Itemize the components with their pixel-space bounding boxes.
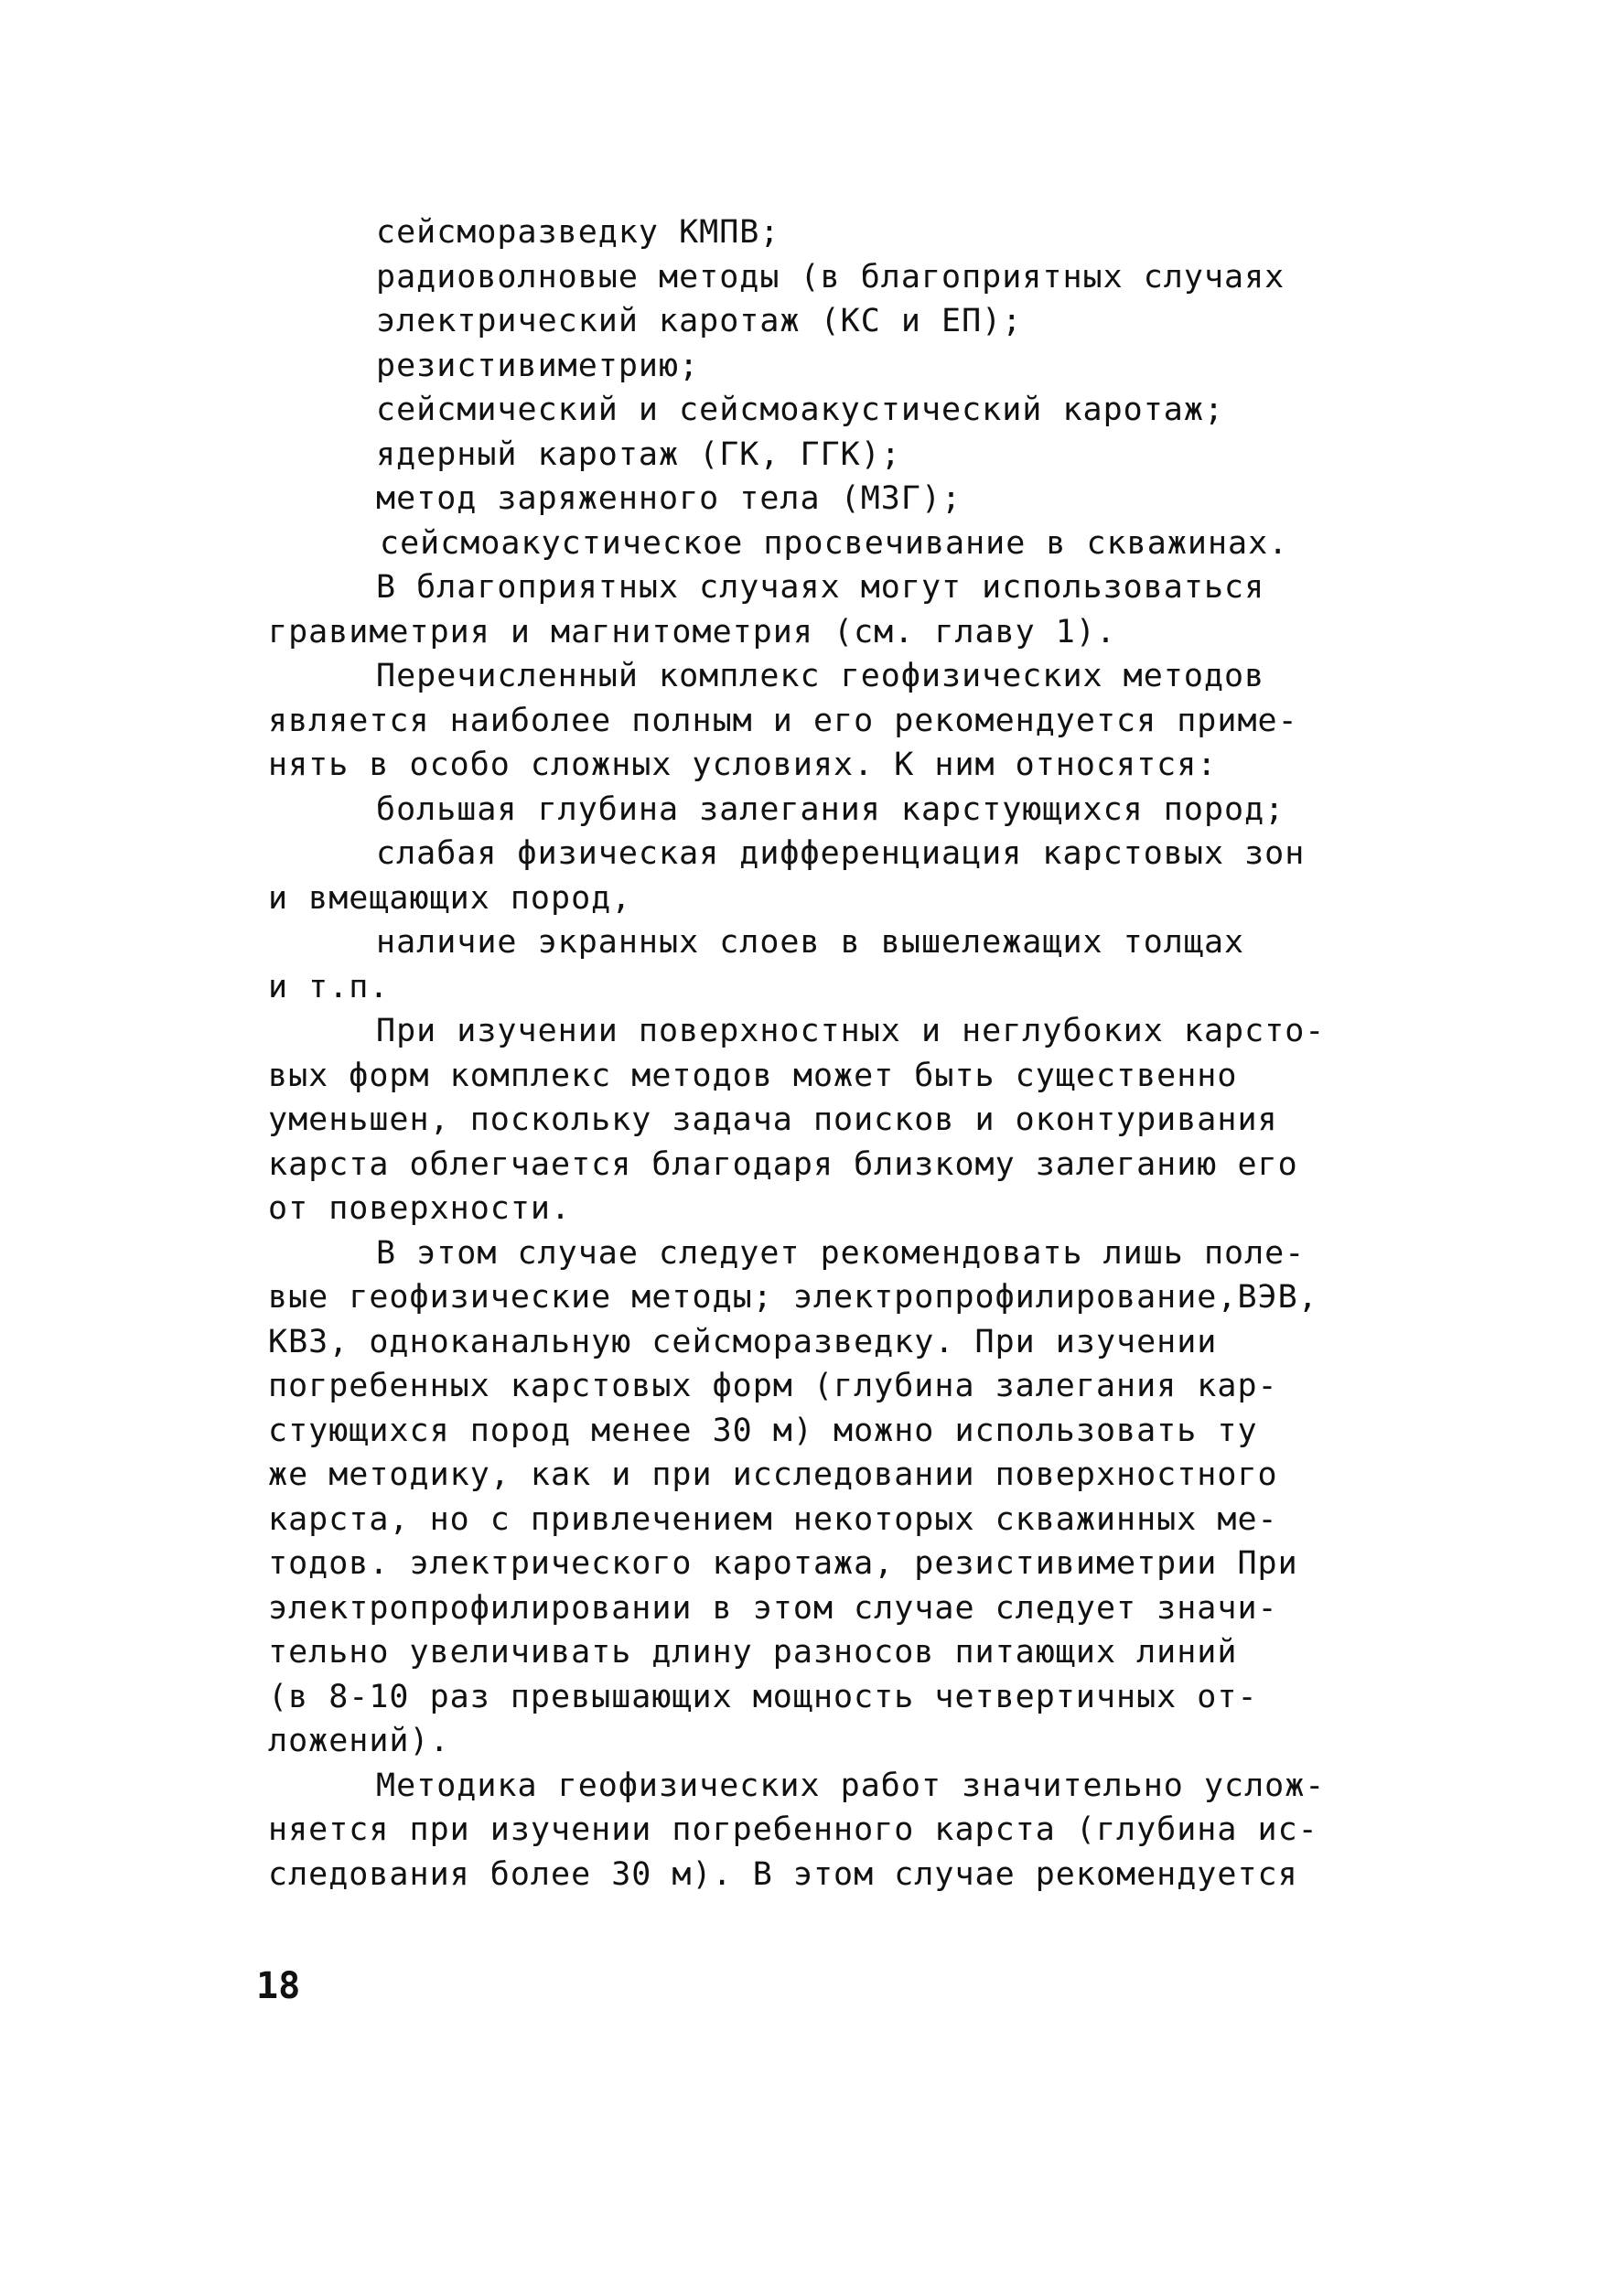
text-line: сейсмоакустическое просвечивание в скважинах. (380, 524, 1289, 562)
text-line: радиоволновые методы (в благоприятных случаях (376, 258, 1285, 296)
text-line: электрический каротаж (КС и ЕП); (376, 303, 1023, 339)
text-line: нять в особо сложных условиях. К ним относятся: (268, 747, 1218, 783)
text-line: электропрофилировании в этом случае следует значи- (268, 1589, 1278, 1627)
page-number: 18 (256, 1965, 301, 2007)
text-line: карста, но с привлечением некоторых скважинных ме- (268, 1500, 1278, 1538)
text-line: сейсмический и сейсмоакустический каротаж; (376, 392, 1225, 428)
text-line: (в 8-10 раз превышающих мощность четвертичных от- (268, 1678, 1258, 1715)
text-line: является наиболее полным и его рекомендуется приме- (268, 702, 1298, 739)
text-line: и вмещающих пород, (268, 879, 632, 917)
text-line: тодов. электрического каротажа, резистивиметрии При (268, 1545, 1298, 1582)
text-line: ядерный каротаж (ГК, ГГК); (376, 435, 901, 473)
text-line: метод заряженного тела (МЗГ); (376, 480, 963, 517)
text-line: следования более 30 м). В этом случае рекомендуется (268, 1855, 1298, 1893)
text-line: большая глубина залегания карстующихся пород; (376, 790, 1285, 828)
text-line: няется при изучении погребенного карста (глубина ис- (268, 1811, 1318, 1848)
text-line: же методику, как и при исследовании поверхностного (268, 1456, 1278, 1493)
text-line: тельно увеличивать длину разносов питающих линий (268, 1634, 1238, 1671)
text-line: При изучении поверхностных и неглубоких карсто- (376, 1013, 1326, 1049)
text-line: резистивиметрию; (376, 347, 700, 384)
text-line: Перечисленный комплекс геофизических методов (376, 658, 1265, 694)
text-line: В благоприятных случаях могут использоваться (376, 569, 1265, 606)
text-line: вых форм комплекс методов может быть существенно (268, 1057, 1238, 1094)
text-line: гравиметрия и магнитометрия (см. главу 1). (268, 613, 1117, 650)
text-line: ложений). (268, 1723, 450, 1759)
text-line: В этом случае следует рекомендовать лишь поле- (376, 1234, 1306, 1272)
text-line: карста облегчается благодаря близкому залеганию его (268, 1145, 1298, 1183)
body-text (268, 210, 1480, 1897)
text-line: и т.п. (268, 968, 390, 1005)
text-line: от поверхности. (268, 1190, 572, 1227)
text-line: стующихся пород менее 30 м) можно использовать ту (268, 1412, 1258, 1449)
text-line: КВЗ, одноканальную сейсморазведку. При изучении (268, 1323, 1218, 1360)
text-line: сейсморазведку КМПВ; (376, 214, 780, 251)
text-line: Методика геофизических работ значительно услож- (376, 1767, 1326, 1804)
text-line: уменьшен, поскольку задача поисков и оконтуривания (268, 1102, 1278, 1138)
text-line: слабая физическая дифференциация карстовых зон (376, 835, 1306, 872)
text-line: вые геофизические методы; электропрофилирование,ВЭВ, (268, 1279, 1318, 1316)
text-line: погребенных карстовых форм (глубина залегания кар- (268, 1368, 1278, 1404)
text-line: наличие экранных слоев в вышележащих толщах (376, 924, 1245, 961)
